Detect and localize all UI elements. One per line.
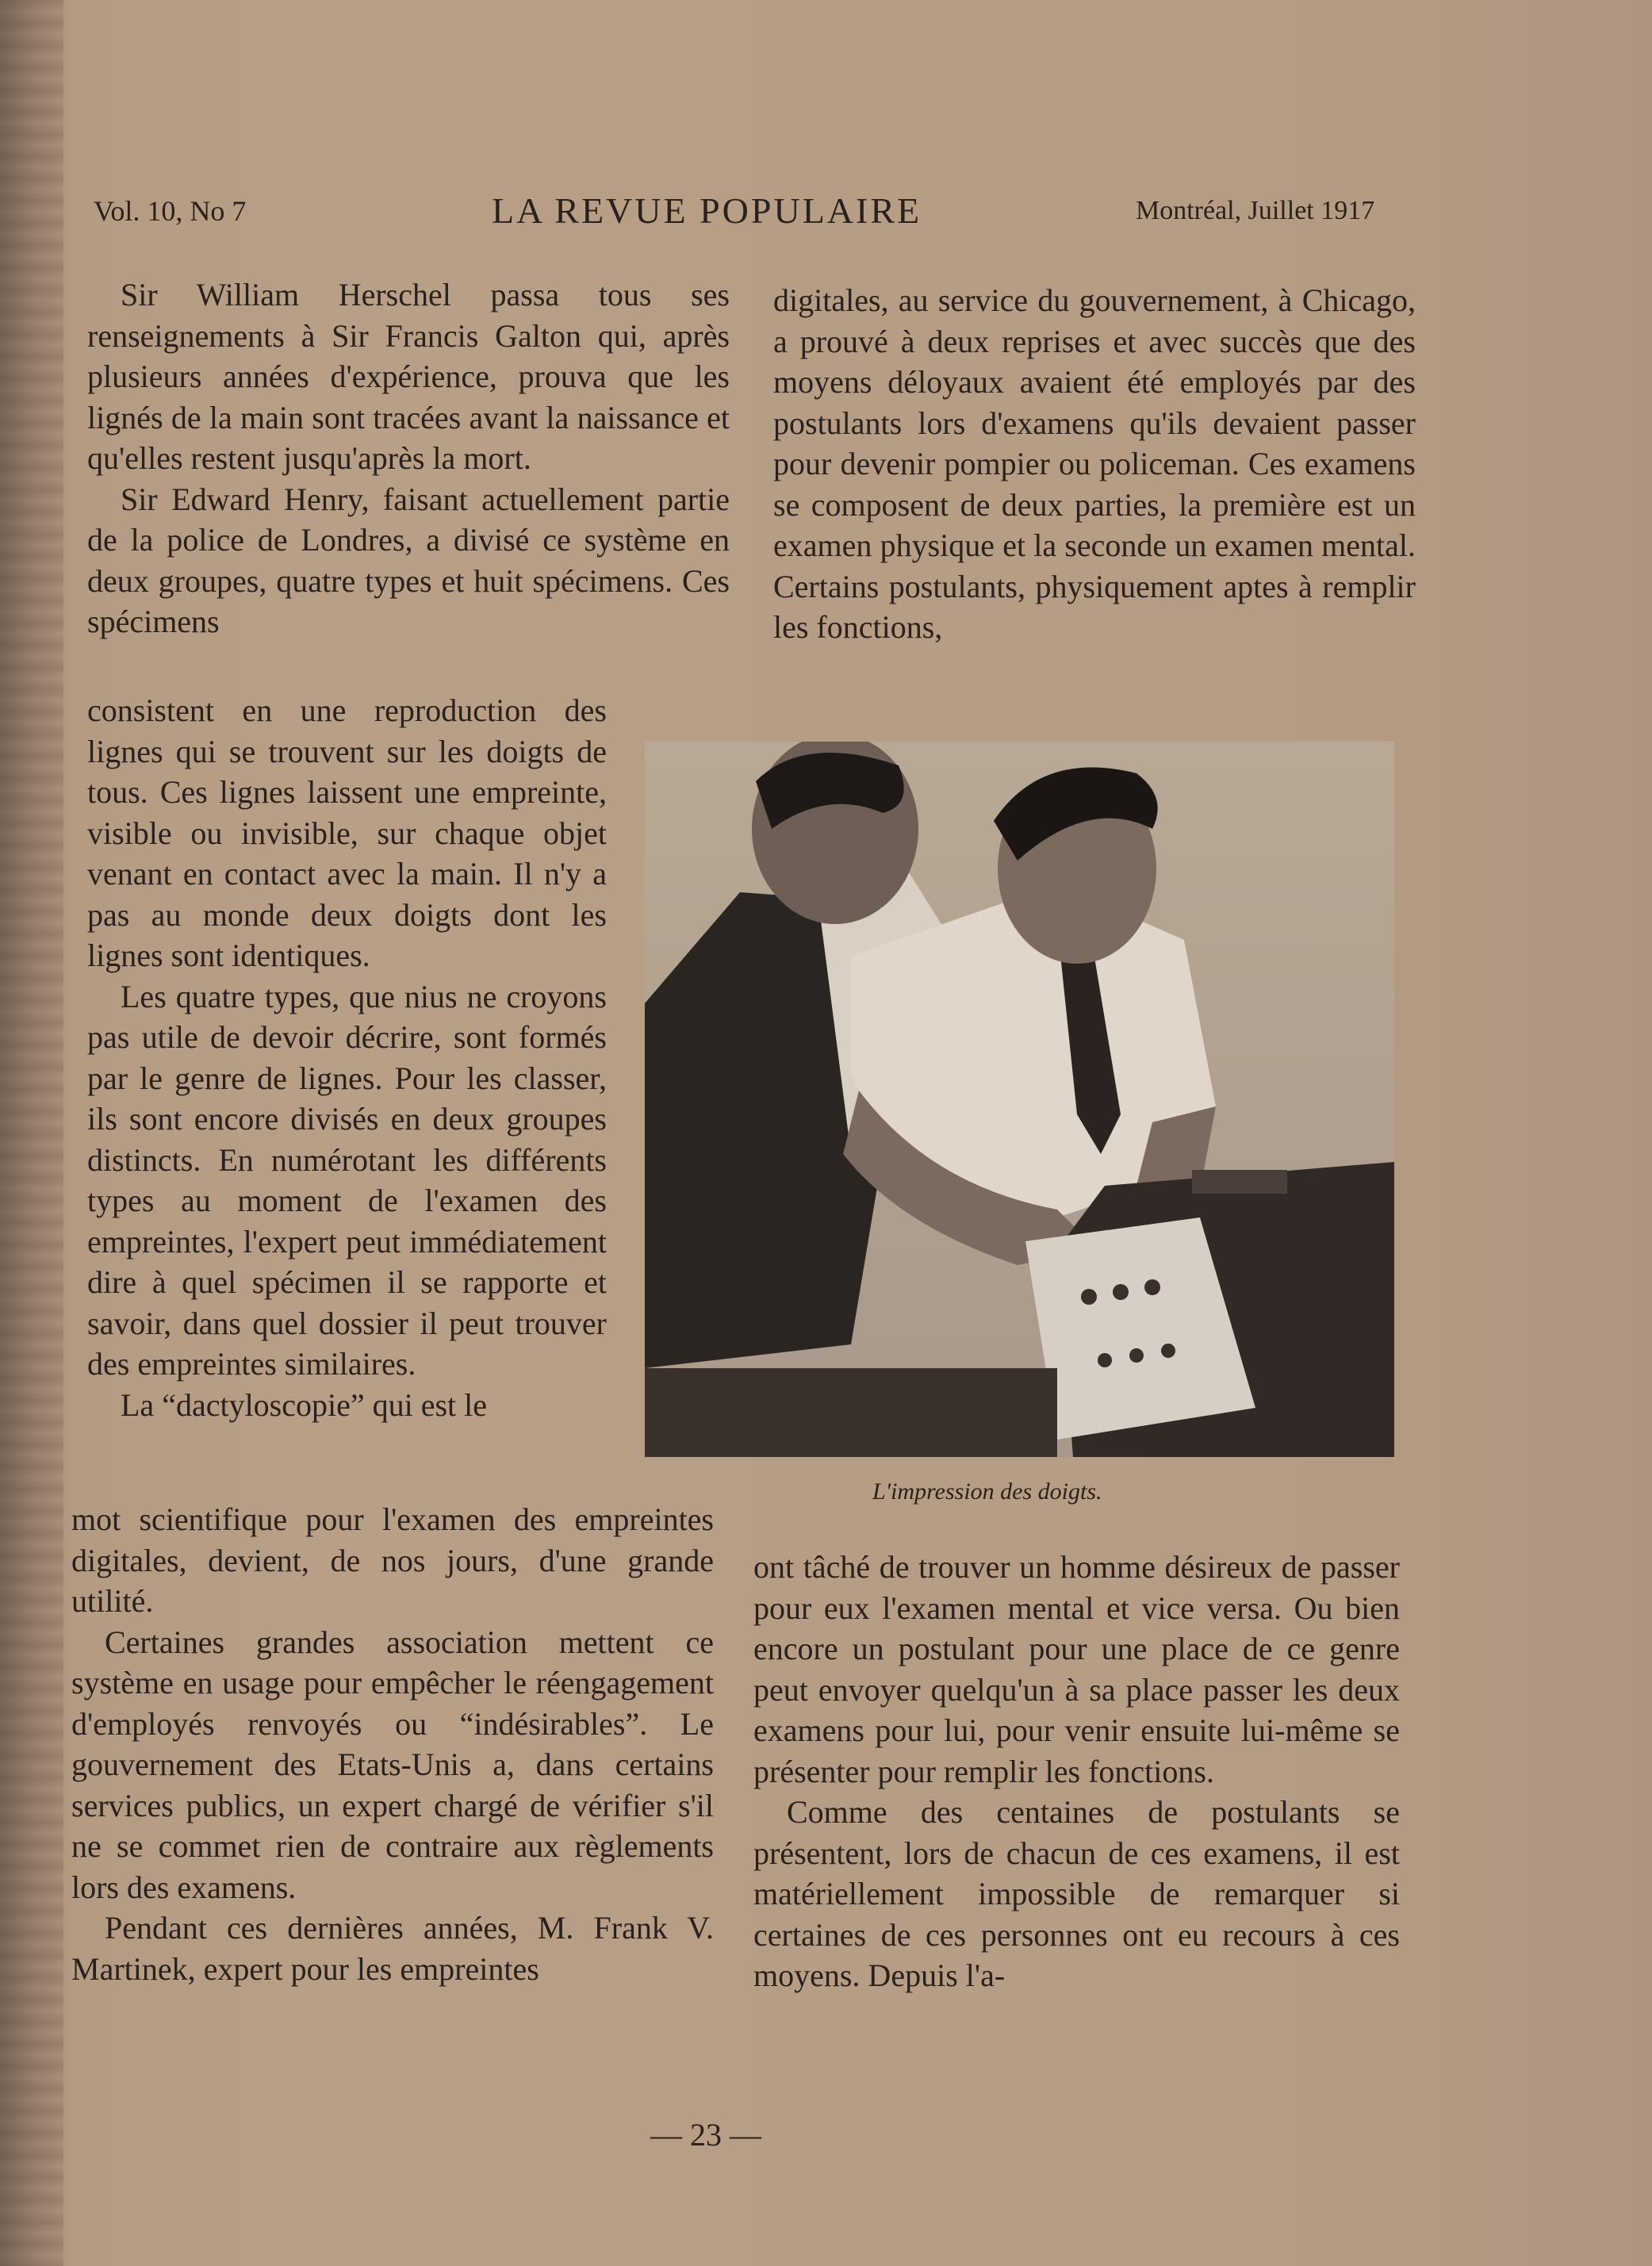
- binding-spine: [0, 0, 63, 2266]
- photo-caption: L'impression des doigts.: [872, 1478, 1102, 1505]
- left-column-narrow: [87, 690, 607, 1425]
- magazine-title: LA REVUE POPULAIRE: [492, 190, 922, 231]
- paragraph: Sir Edward Henry, faisant actuellement partie de la police de Londres, a divisé ce système en deux groupes, quatre types et huit spécimens. Ces spécimens: [87, 481, 730, 639]
- left-column-bottom: [71, 1499, 714, 1989]
- paragraph: Certaines grandes association mettent ce système en usage pour empêcher le réengagement d'employés renvoyés ou “indésirables”. Le gouvernement des Etats-Unis a, dans certains services publics, un expert chargé de vérifier s'il ne se commet rien de contraire aux règlements lors des examens.: [71, 1624, 714, 1905]
- paragraph: ont tâché de trouver un homme désireux de passer pour eux l'examen mental et vice versa. Ou bien encore un postulant pour une place de ce genre peut envoyer quelqu'un à sa place passer les deux examens pour lui, pour venir ensuite lui-même se présenter pour remplir les fonctions.: [753, 1549, 1400, 1789]
- running-header: [0, 190, 1652, 250]
- left-column-top: [87, 274, 730, 642]
- volume-number: Vol. 10, No 7: [94, 195, 247, 227]
- photo-illustration: [645, 742, 1394, 1457]
- paragraph: digitales, au service du gouvernement, à Chicago, a prouvé à deux reprises et avec succès que des moyens déloyaux avaient été employés par des postulants lors d'examens qu'ils devaient passer pour devenir pompier ou policeman. Ces examens se composent de deux parties, la première est un examen physique et la seconde un examen mental. Certains postulants, physiquement aptes à remplir les fonctions,: [773, 282, 1416, 645]
- paragraph: La “dactyloscopie” qui est le: [121, 1386, 488, 1423]
- paragraph: Pendant ces dernières années, M. Frank V. Martinek, expert pour les empreintes: [71, 1910, 714, 1987]
- paragraph: Comme des centaines de postulants se présentent, lors de chacun de ces examens, il est matériellement impossible de remarquer si certaines de ces personnes ont eu recours à ces moyens. Depuis l'a-: [753, 1794, 1400, 1993]
- dateline: Montréal, Juillet 1917: [1136, 196, 1375, 225]
- paragraph: Les quatre types, que nius ne croyons pas utile de devoir décrire, sont formés par le genre de lignes. Pour les classer, ils sont encore divisés en deux groupes distincts. En numérotant les différents types au moment de l'examen des empreintes, l'expert peut immédiatement dire à quel spécimen il se rapporte et savoir, dans quel dossier il peut trouver des empreintes similaires.: [87, 978, 607, 1382]
- paragraph: Sir William Herschel passa tous ses renseignements à Sir Francis Galton qui, après plusieurs années d'expérience, prouva que les lignés de la main sont tracées avant la naissance et qu'elles restent jusqu'après la mort.: [87, 277, 730, 476]
- right-column-top: [773, 280, 1416, 648]
- paragraph: consistent en une reproduction des lignes qui se trouvent sur les doigts de tous. Ces lignes laissent une empreinte, visible ou invisible, sur chaque objet venant en contact avec la main. Il n'y a pas au monde deux doigts dont les lignes sont identiques.: [87, 692, 607, 973]
- page-number: — 23 —: [650, 2117, 761, 2153]
- right-column-bottom: [753, 1547, 1400, 1996]
- paragraph: mot scientifique pour l'examen des empreintes digitales, devient, de nos jours, d'une grande utilité.: [71, 1501, 714, 1619]
- photograph-fingerprinting: [645, 742, 1394, 1457]
